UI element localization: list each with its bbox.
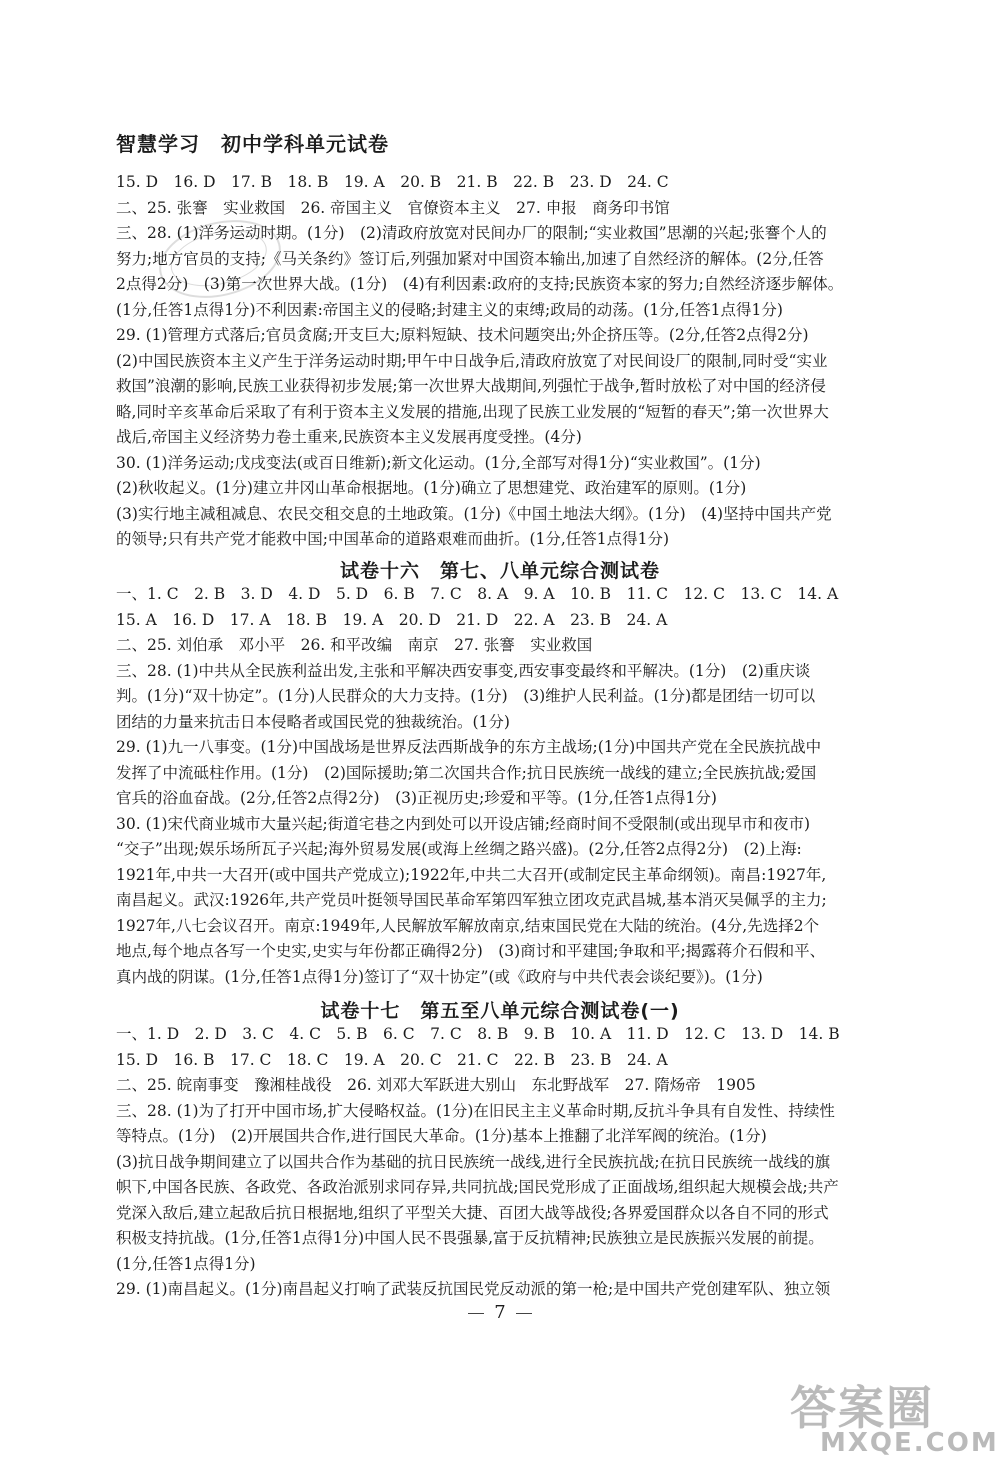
text-line: 29. (1)南昌起义。(1分)南昌起义打响了武装反抗国民党反动派的第一枪;是中国共产党创建军队、独立领 — [116, 1280, 831, 1298]
text-line: (1分,任答1点得1分) — [116, 1254, 256, 1273]
text-line: 29. (1)九一八事变。(1分)中国战场是世界反法西斯战争的东方主战场;(1分)中国共产党在全民族抗战中 — [116, 738, 822, 756]
text-line: 二、25. 张謇 实业救国 26. 帝国主义 官僚资本主义 27. 申报 商务印书馆 — [116, 198, 670, 217]
page-number — [0, 1302, 1000, 1323]
text-line: 的领导;只有共产党才能救中国;中国革命的道路艰难而曲折。(1分,任答1点得1分) — [116, 530, 670, 548]
text-line: 发挥了中流砥柱作用。(1分) (2)国际援助;第二次国共合作;抗日民族统一战线的建立;全民族抗战;爱国 — [116, 763, 817, 782]
text-line: (1分,任答1点得1分)不利因素:帝国主义的侵略;封建主义的束缚;政局的动荡。(1分,任答1点得1分) — [116, 300, 783, 319]
text-line: 党深入敌后,建立起敌后抗日根据地,组织了平型关大捷、百团大战等战役;各界爱国群众以各自不同的形式 — [116, 1203, 829, 1222]
text-line: 2点得2分) (3)第一次世界大战。(1分) (4)有利因素:政府的支持;民族资本家的努力;自然经济逐步解体。 — [116, 275, 844, 293]
text-line: 30. (1)洋务运动;戊戌变法(或百日维新);新文化运动。(1分,全部写对得1分)“实业救国”。(1分) — [116, 453, 761, 472]
watermark-logo — [790, 1372, 999, 1467]
text-line: (3)实行地主减租减息、农民交租交息的土地政策。(1分)《中国土地法大纲》。(1分) (4)坚持中国共产党 — [116, 504, 832, 523]
text-line: 帜下,中国各民族、各政党、各政治派别求同存异,共同抗战;国民党形成了正面战场,组织起大规模会战;共产 — [116, 1178, 839, 1196]
text-line: 30. (1)宋代商业城市大量兴起;街道宅巷之内到处可以开设店铺;经商时间不受限制(或出现早市和夜市) — [116, 814, 811, 833]
text-line: 团结的力量来抗击日本侵略者或国民党的独裁统治。(1分) — [116, 712, 510, 731]
section-title-test-16: 试卷十六 第七、八单元综合测试卷 — [339, 560, 660, 582]
page-header: 智慧学习 初中学科单元试卷 — [116, 132, 389, 156]
text-line: 1927年,八七会议召开。南京:1949年,人民解放军解放南京,结束国民党在大陆的统治。(4分,先选择2个 — [116, 916, 820, 935]
text-line: 一、1. D 2. D 3. C 4. C 5. B 6. C 7. C 8. B 9. B 10. A 11. D 12. C 13. D 14. B — [116, 1025, 840, 1043]
section-answers-test-16 — [116, 582, 886, 990]
text-line: 真内战的阴谋。(1分,任答1点得1分)签订了“双十协定”(或《政府与中共代表会谈纪要》)。(1分) — [116, 967, 763, 986]
text-line: 三、28. (1)为了打开中国市场,扩大侵略权益。(1分)在旧民主主义革命时期,反抗斗争具有自发性、持续性 — [116, 1101, 835, 1120]
text-line: 南昌起义。武汉:1926年,共产党员叶挺领导国民革命军第四军独立团攻克武昌城,基本消灭吴佩孚的主力; — [116, 891, 827, 909]
text-line: (3)抗日战争期间建立了以国共合作为基础的抗日民族统一战线,进行全民族抗战;在抗日民族统一战线的旗 — [116, 1152, 831, 1171]
page-number-text: 7 — [494, 1302, 506, 1323]
text-line: 二、25. 皖南事变 豫湘桂战役 26. 刘邓大军跃进大别山 东北野战军 27. 隋炀帝 1905 — [116, 1076, 756, 1094]
text-line: 等特点。(1分) (2)开展国共合作,进行国民大革命。(1分)基本上推翻了北洋军阀的统治。(1分) — [116, 1127, 767, 1145]
text-line: 三、28. (1)中共从全民族利益出发,主张和平解决西安事变,西安事变最终和平解决。(1分) (2)重庆谈 — [116, 661, 811, 680]
text-line: 战后,帝国主义经济势力卷土重来,民族资本主义发展再度受挫。(4分) — [116, 428, 582, 446]
text-line: 积极支持抗战。(1分,任答1点得1分)中国人民不畏强暴,富于反抗精神;民族独立是民族振兴发展的前提。 — [116, 1229, 824, 1247]
text-line: 官兵的浴血奋战。(2分,任答2点得2分) (3)正视历史;珍爱和平等。(1分,任答1点得1分) — [116, 789, 717, 807]
section-answers-test-17 — [116, 1022, 886, 1303]
text-line: 判。(1分)“双十协定”。(1分)人民群众的大力支持。(1分) (3)维护人民利益。(1分)都是团结一切可以 — [116, 687, 816, 705]
section-title-test-17: 试卷十七 第五至八单元综合测试卷(一) — [320, 1000, 680, 1022]
text-line: (2)中国民族资本主义产生于洋务运动时期;甲午中日战争后,清政府放宽了对民间设厂的限制,同时受“实业 — [116, 351, 828, 370]
watermark-logo-text: 答案圈 — [790, 1381, 934, 1435]
text-line: 15. D 16. D 17. B 18. B 19. A 20. B 21. B 22. B 23. D 24. C — [116, 173, 669, 191]
text-line: 略,同时辛亥革命后采取了有利于资本主义发展的措施,出现了民族工业发展的“短暂的春天”;第一次世界大 — [116, 402, 829, 421]
text-line: “交子”出现;娱乐场所瓦子兴起;海外贸易发展(或海上丝绸之路兴盛)。(2分,任答2点得2分) (2)上海: — [116, 840, 802, 858]
text-line: 一、1. C 2. B 3. D 4. D 5. D 6. B 7. C 8. A 9. A 10. B 11. C 12. C 13. C 14. A — [116, 585, 839, 603]
text-line: 三、28. (1)洋务运动时期。(1分) (2)清政府放宽对民间办厂的限制;“实业救国”思潮的兴起;张謇个人的 — [116, 224, 827, 242]
text-line: 努力;地方官员的支持;《马关条约》签订后,列强加紧对中国资本输出,加速了自然经济的解体。(2分,任答 — [116, 249, 824, 268]
text-line: 15. A 16. D 17. A 18. B 19. A 20. D 21. D 22. A 23. B 24. A — [116, 610, 668, 629]
text-line: 1921年,中共一大召开(或中国共产党成立);1922年,中共二大召开(或制定民主革命纲领)。南昌:1927年, — [116, 865, 827, 884]
text-line: 二、25. 刘伯承 邓小平 26. 和平改编 南京 27. 张謇 实业救国 — [116, 636, 593, 654]
text-line: 地点,每个地点各写一个史实,史实与年份都正确得2分) (3)商讨和平建国;争取和平;揭露蒋介石假和平、 — [116, 942, 826, 960]
text-line: 29. (1)管理方式落后;官员贪腐;开支巨大;原料短缺、技术问题突出;外企挤压等。(2分,任答2点得2分) — [116, 326, 809, 344]
watermark-logo-url: MXQE.COM — [820, 1428, 999, 1458]
text-line: 救国”浪潮的影响,民族工业获得初步发展;第一次世界大战期间,列强忙于战争,暂时放松了对中国的经济侵 — [116, 377, 826, 395]
text-line: (2)秋收起义。(1分)建立井冈山革命根据地。(1分)确立了思想建党、政治建军的原则。(1分) — [116, 479, 747, 497]
text-line: 15. D 16. B 17. C 18. C 19. A 20. C 21. C 22. B 23. B 24. A — [116, 1050, 668, 1069]
section-answers-previous — [116, 170, 886, 553]
